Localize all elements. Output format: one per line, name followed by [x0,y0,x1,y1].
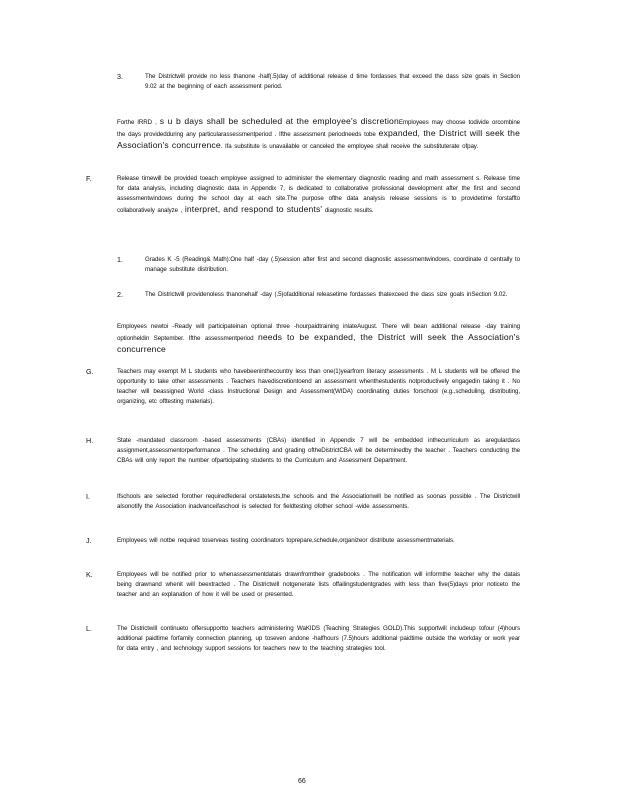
section-k-label: K. [86,570,93,579]
section-f-text-c: diagnostic results. [322,207,374,214]
item-f1-label: 1. [117,255,123,264]
section-f-label: F. [86,174,92,183]
section-h-text: State -mandated classroom -based assessments (CBAs) identified in Appendix 7 will be embedded inthecurriculum as aregulardass assignment,assessmentorperformance . The scheduling and grading oftheDistrictCBA will be determinedby the teacher . Teachers conducting the CBAs will only report the number ofparticipating students to the Curriculum and Assessment Department. [117,437,520,464]
section-k-text: Employees will be notified prior to whenassessmentdatais drawnfromtheir gradebooks . The notification will informthe teacher why the datais being drawnand whenit will beextracted . The Districtwill notgenerate lists offailingstudentgrades with less than five(5)days prior noticeto the teacher and an explanation of how it will be used or presented. [117,571,520,598]
section-j-text: Employees will notbe required toserveas testing coordinators toprepare,schedule,organizeor distribute assessmentmaterials. [117,537,455,544]
item-f1-text: Grades K -5 (Reading& Math):One half -day (.5)session after first and second diagnostic assessmentwindows, coordinate d centrally to manage substitute distribution. [145,256,520,273]
section-f-text-a: Release timewill be provided toeach employee assigned to administer the elementary diagnostic reading and math assessment s. Release time for data analysis, including diagnostic data in Appendix 7, is dedicated to collaborative professional development after the first and second assessmentwindows during the school day at each site.The purpose ofthe data analysis release sessions is to providetime forstaffto collaboratively analyze , [117,175,520,214]
iready-paragraph [117,322,520,356]
page-number: 66 [298,778,306,785]
section-i-label: I. [86,492,90,501]
section-l-text: The Districtwill continueto offersupportto teachers administering WaKIDS (Teaching Strategies GOLD).This supportwill includeup tofour (4)hours additional paidtime forfamily connection planning, up toseven andone -halfhours (7.5)hours additional paidtime outside the workday or work year for data entry , and technology support sessions for teachers new to the teaching strategies tool. [117,625,520,652]
section-g-text: Teachers may exempt M L students who havebeeninthecountry less than one(1)yearfrom literacy assessments . M L students will be offered the opportunity to take other assessments . Teachers havediscretiontoend an assessment whenthestudentis notproductively engagedin taking it . No teacher will beassigned World -class Instructional Design and Assessment(WIDA) coordinating duties forschool (e.g.,scheduling, distributing, organizing, etc ofttesting materials). [117,368,520,405]
section-f-text [117,174,520,216]
section-i-text: Ifschools are selected forother requiredfederal orstatetests,the schools and the Associationwill be notified as soonas possible . The Districtwill alsonotify the Association inadvanceifaschool is selected for fieldtesting ofother school -wide assessments. [117,493,520,510]
irrd-paragraph [117,116,520,152]
item-3-text: The Districtwill provide no less thanone -half(.5)day of additional release d time fordasses that exceed the dass size goals in Section 9.02 at the beginning of each assessment period. [145,73,520,90]
irrd-text-e: . Ifa substitute is unavailable or canceled the employee shall receive the substituterate ofpay. [220,143,478,150]
section-f-text-b: interpret, and respond to students' [184,204,323,214]
item-f2-text: The Districtwill providenoless thanonehalf -day (.5)ofadditional releasetime fordasses thatexceed the dass size goals inSection 9.02. [145,291,508,298]
section-l-label: L. [86,624,92,633]
section-j-label: J. [86,536,92,545]
section-g-label: G. [86,367,94,376]
irrd-text-b: s u b days shall be scheduled at the employee's discretion [159,116,399,126]
iready-text-b: needs to be expanded, the District will seek the Association's concurrence [117,332,520,354]
irrd-text-d: expanded, the District will seek the Association's concurrence [117,128,520,150]
item-f2-label: 2. [117,290,123,299]
section-h-label: H. [86,436,94,445]
iready-text-a: Employees newtoi -Ready will participateinan optional three -hourpaidtraining inlateAugust. There will bean additional release -day training optionheldin September. Ifthe assessmentperiod [117,323,520,342]
item-3-label: 3. [117,72,123,81]
irrd-text-a: Forthe IRRD , [117,119,160,126]
irrd-text-c: Employees may choose todivide orcombine the days providedduring any particularassessmentperiod . Ifthe assessment periodneeds tobe [117,119,521,138]
